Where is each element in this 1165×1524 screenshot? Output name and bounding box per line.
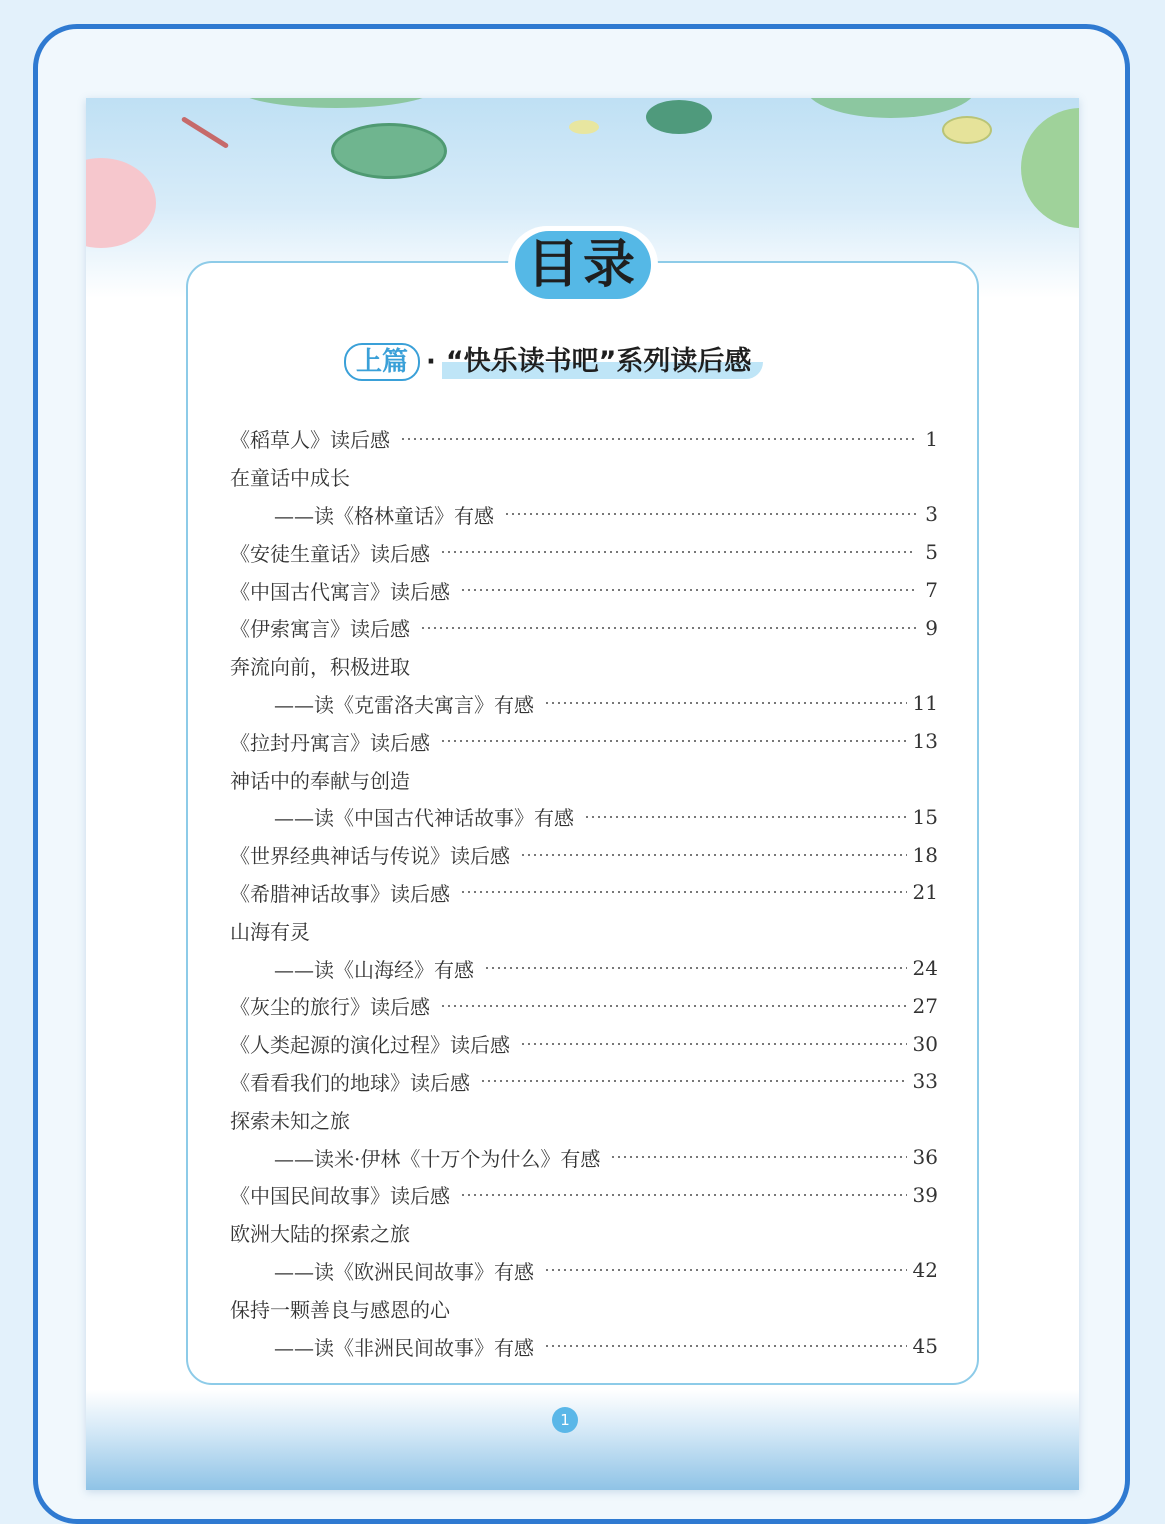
toc-entry-page: 5 xyxy=(925,540,938,565)
toc-entry xyxy=(230,874,938,912)
toc-entry xyxy=(230,685,938,723)
toc-leader-dots xyxy=(460,1194,907,1196)
water-illustration xyxy=(86,1390,1079,1490)
section-header xyxy=(344,344,763,380)
toc-leader-dots xyxy=(480,1080,907,1082)
toc-list xyxy=(230,420,938,1365)
toc-entry-page: 15 xyxy=(912,804,938,829)
toc-entry xyxy=(230,647,938,685)
toc-entry-page: 42 xyxy=(912,1258,938,1283)
toc-entry xyxy=(230,798,938,836)
toc-entry-title: 《安徒生童话》读后感 xyxy=(230,541,430,566)
toc-entry xyxy=(230,1176,938,1214)
lily-pad xyxy=(942,116,992,144)
lily-pad xyxy=(569,120,599,134)
toc-entry-title: 奔流向前，积极进取 xyxy=(230,655,410,680)
toc-entry-title: 《人类起源的演化过程》读后感 xyxy=(230,1033,510,1058)
toc-entry-page: 13 xyxy=(912,729,938,754)
toc-leader-dots xyxy=(400,438,916,440)
toc-entry-page: 9 xyxy=(925,615,938,640)
toc-entry-title: 《中国民间故事》读后感 xyxy=(230,1184,450,1209)
toc-entry xyxy=(230,911,938,949)
toc-entry-title: 山海有灵 xyxy=(230,919,310,944)
lily-pad xyxy=(646,100,712,134)
section-part-label: 上篇 xyxy=(344,343,420,381)
toc-leader-dots xyxy=(504,513,916,515)
section-separator: · xyxy=(426,347,436,377)
toc-entry-page: 36 xyxy=(912,1145,938,1170)
toc-entry-page: 30 xyxy=(912,1031,938,1056)
toc-entry xyxy=(230,949,938,987)
toc-entry-title: ——读米·伊林《十万个为什么》有感 xyxy=(274,1146,601,1171)
toc-entry-title: 《希腊神话故事》读后感 xyxy=(230,881,450,906)
lily-pad xyxy=(331,123,447,179)
toc-entry xyxy=(230,1100,938,1138)
toc-entry xyxy=(230,1214,938,1252)
document-page xyxy=(86,98,1079,1490)
toc-entry-page: 45 xyxy=(912,1334,938,1359)
toc-entry xyxy=(230,458,938,496)
toc-leader-dots xyxy=(544,702,907,704)
toc-entry-title: ——读《中国古代神话故事》有感 xyxy=(274,806,574,831)
toc-entry-page: 18 xyxy=(912,842,938,867)
dragonfly-icon xyxy=(181,116,229,149)
toc-leader-dots xyxy=(544,1269,907,1271)
toc-entry xyxy=(230,760,938,798)
toc-entry-title: 在童话中成长 xyxy=(230,466,350,491)
lily-pad xyxy=(806,98,976,118)
toc-entry-page: 24 xyxy=(912,956,938,981)
toc-leader-dots xyxy=(440,551,916,553)
toc-entry xyxy=(230,420,938,458)
toc-leader-dots xyxy=(460,891,907,893)
toc-entry xyxy=(230,836,938,874)
toc-entry-title: 《稻草人》读后感 xyxy=(230,428,390,453)
toc-entry-page: 11 xyxy=(912,691,938,716)
toc-entry-page: 27 xyxy=(912,993,938,1018)
page-number: 1 xyxy=(552,1407,578,1433)
toc-entry-title: 《拉封丹寓言》读后感 xyxy=(230,730,430,755)
lotus-flower xyxy=(86,158,156,248)
toc-entry-page: 39 xyxy=(912,1182,938,1207)
lily-pad xyxy=(236,98,436,108)
toc-entry xyxy=(230,722,938,760)
toc-entry xyxy=(230,571,938,609)
toc-entry xyxy=(230,1327,938,1365)
toc-entry-title: ——读《欧洲民间故事》有感 xyxy=(274,1259,534,1284)
toc-entry-title: ——读《非洲民间故事》有感 xyxy=(274,1335,534,1360)
toc-entry xyxy=(230,987,938,1025)
toc-entry xyxy=(230,1252,938,1290)
toc-entry-title: 探索未知之旅 xyxy=(230,1108,350,1133)
toc-entry-title: 《看看我们的地球》读后感 xyxy=(230,1070,470,1095)
toc-entry-page: 7 xyxy=(925,578,938,603)
toc-entry-title: 《伊索寓言》读后感 xyxy=(230,617,410,642)
toc-entry-title: 《中国古代寓言》读后感 xyxy=(230,579,450,604)
toc-entry-page: 3 xyxy=(925,502,938,527)
title-badge xyxy=(508,226,658,304)
section-title: “快乐读书吧”系列读后感 xyxy=(442,345,764,379)
toc-entry xyxy=(230,1289,938,1327)
toc-entry-title: 欧洲大陆的探索之旅 xyxy=(230,1222,410,1247)
toc-leader-dots xyxy=(420,627,916,629)
toc-leader-dots xyxy=(440,740,907,742)
toc-leader-dots xyxy=(484,967,907,969)
toc-entry-title: ——读《山海经》有感 xyxy=(274,957,474,982)
toc-entry xyxy=(230,496,938,534)
toc-leader-dots xyxy=(460,589,916,591)
toc-leader-dots xyxy=(610,1156,906,1158)
toc-leader-dots xyxy=(520,1043,907,1045)
toc-entry xyxy=(230,609,938,647)
toc-entry-page: 1 xyxy=(925,426,938,451)
toc-entry-page: 33 xyxy=(912,1069,938,1094)
toc-entry xyxy=(230,1025,938,1063)
toc-entry-title: 神话中的奉献与创造 xyxy=(230,768,410,793)
toc-entry-page: 21 xyxy=(912,880,938,905)
lily-pad xyxy=(1021,108,1079,228)
toc-entry xyxy=(230,533,938,571)
page-title: 目录 xyxy=(515,231,651,299)
toc-leader-dots xyxy=(584,816,907,818)
toc-leader-dots xyxy=(440,1005,907,1007)
toc-entry-title: 保持一颗善良与感恩的心 xyxy=(230,1297,450,1322)
toc-entry-title: ——读《格林童话》有感 xyxy=(274,503,494,528)
toc-entry xyxy=(230,1063,938,1101)
toc-entry-title: 《世界经典神话与传说》读后感 xyxy=(230,844,510,869)
toc-leader-dots xyxy=(544,1345,907,1347)
toc-entry xyxy=(230,1138,938,1176)
toc-leader-dots xyxy=(520,854,907,856)
toc-entry-title: 《灰尘的旅行》读后感 xyxy=(230,995,430,1020)
toc-entry-title: ——读《克雷洛夫寓言》有感 xyxy=(274,692,534,717)
